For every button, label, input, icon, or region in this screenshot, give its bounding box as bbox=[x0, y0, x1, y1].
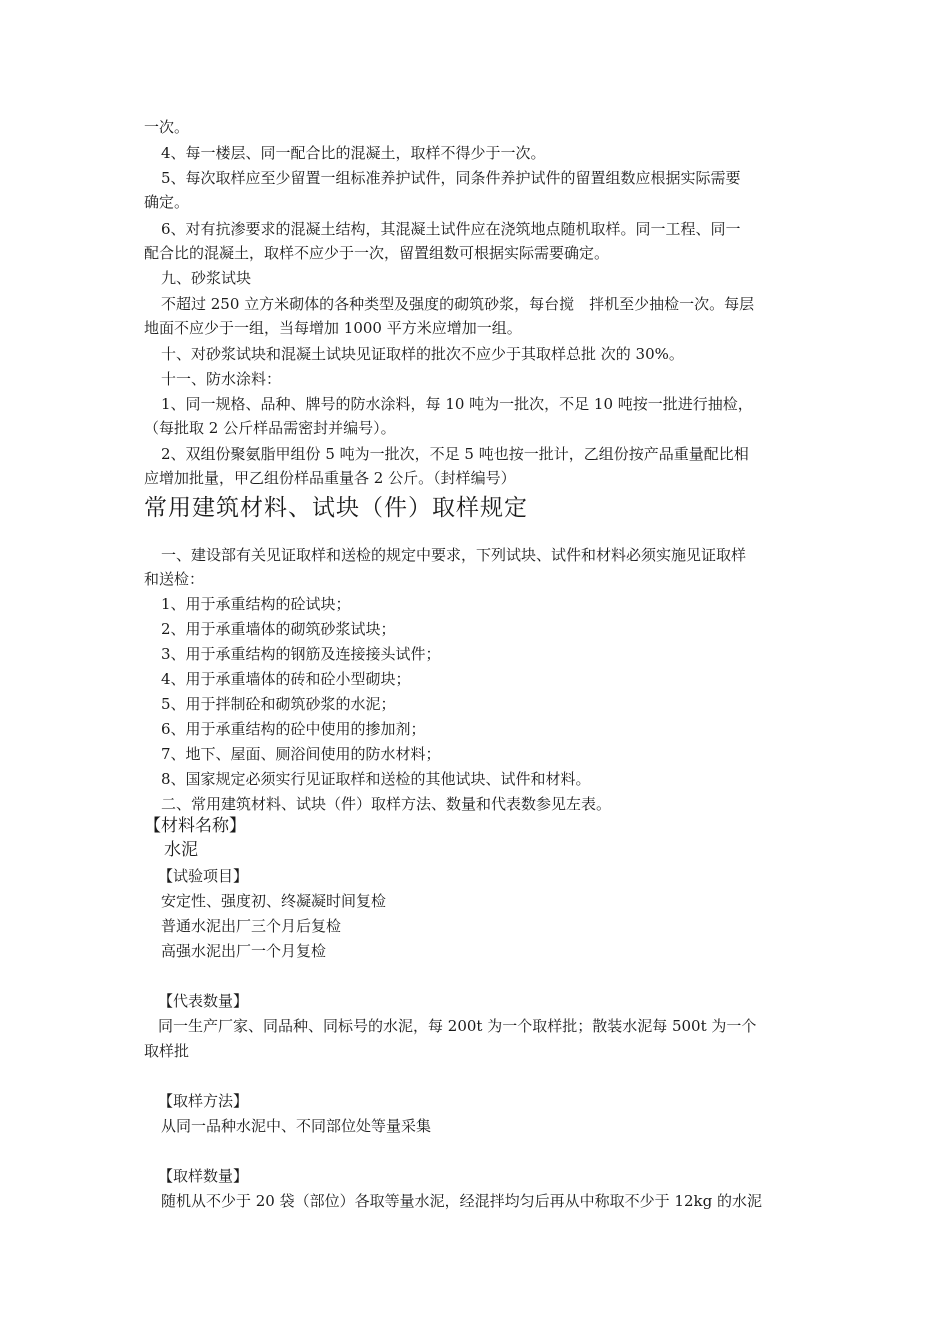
list-item: 3、用于承重结构的钢筋及连接接头试件； bbox=[161, 645, 441, 663]
text-line: 从同一品种水泥中、不同部位处等量采集 bbox=[161, 1117, 432, 1135]
text-line: 取样批 bbox=[144, 1042, 190, 1060]
test-item: 普通水泥出厂三个月后复检 bbox=[161, 917, 342, 935]
text-line: 配合比的混凝土，取样不应少于一次，留置组数可根据实际需要确定。 bbox=[144, 244, 610, 262]
test-item: 高强水泥出厂一个月复检 bbox=[161, 942, 327, 960]
text-line: 4、每一楼层、同一配合比的混凝土，取样不得少于一次。 bbox=[161, 144, 546, 162]
test-item: 安定性、强度初、终凝凝时间复检 bbox=[161, 892, 387, 910]
list-item: 8、国家规定必须实行见证取样和送检的其他试块、试件和材料。 bbox=[161, 770, 591, 788]
text-line: 不超过 250 立方米砌体的各种类型及强度的砌筑砂浆，每台搅 拌机至少抽检一次。每层 bbox=[161, 295, 755, 313]
list-item: 6、用于承重结构的砼中使用的掺加剂； bbox=[161, 720, 426, 738]
text-line: 6、对有抗渗要求的混凝土结构，其混凝土试件应在浇筑地点随机取样。同一工程、同一 bbox=[161, 220, 741, 238]
test-items-label: 【试验项目】 bbox=[158, 867, 249, 885]
material-name-value: 水泥 bbox=[164, 840, 198, 860]
text-line: 和送检： bbox=[144, 570, 205, 588]
text-line: 确定。 bbox=[144, 193, 190, 211]
text-line: 地面不应少于一组，当每增加 1000 平方米应增加一组。 bbox=[144, 319, 522, 337]
text-line: 应增加批量，甲乙组份样品重量各 2 公斤。（封样编号） bbox=[144, 469, 516, 487]
text-line: 随机从不少于 20 袋（部位）各取等量水泥，经混拌均匀后再从中称取不少于 12kg 的水泥 bbox=[161, 1192, 762, 1210]
material-name-label: 【材料名称】 bbox=[144, 816, 246, 836]
text-line: 2、双组份聚氨脂甲组份 5 吨为一批次，不足 5 吨也按一批计，乙组份按产品重量配比相 bbox=[161, 445, 749, 463]
text-line: 十、对砂浆试块和混凝土试块见证取样的批次不应少于其取样总批 次的 30%。 bbox=[161, 345, 684, 363]
text-line: （每批取 2 公斤样品需密封并编号）。 bbox=[144, 419, 396, 437]
text-line: 二、常用建筑材料、试块（件）取样方法、数量和代表数参见左表。 bbox=[161, 795, 612, 813]
method-label: 【取样方法】 bbox=[158, 1092, 249, 1110]
page-title: 常用建筑材料、试块（件）取样规定 bbox=[144, 495, 528, 521]
text-line: 一、建设部有关见证取样和送检的规定中要求，下列试块、试件和材料必须实施见证取样 bbox=[161, 546, 747, 564]
text-line: 5、每次取样应至少留置一组标准养护试件，同条件养护试件的留置组数应根据实际需要 bbox=[161, 169, 741, 187]
section-heading: 十一、防水涂料： bbox=[161, 370, 282, 388]
section-heading: 九、砂浆试块 bbox=[161, 269, 252, 287]
text-line: 同一生产厂家、同品种、同标号的水泥，每 200t 为一个取样批；散装水泥每 500t 为一个 bbox=[158, 1017, 757, 1035]
amount-label: 【取样数量】 bbox=[158, 1167, 249, 1185]
list-item: 7、地下、屋面、厕浴间使用的防水材料； bbox=[161, 745, 441, 763]
list-item: 1、用于承重结构的砼试块； bbox=[161, 595, 351, 613]
quantity-label: 【代表数量】 bbox=[158, 992, 249, 1010]
list-item: 5、用于拌制砼和砌筑砂浆的水泥； bbox=[161, 695, 396, 713]
text-line: 一次。 bbox=[144, 118, 190, 136]
list-item: 4、用于承重墙体的砖和砼小型砌块； bbox=[161, 670, 411, 688]
text-line: 1、同一规格、品种、牌号的防水涂料，每 10 吨为一批次，不足 10 吨按一批进行抽检， bbox=[161, 395, 753, 413]
list-item: 2、用于承重墙体的砌筑砂浆试块； bbox=[161, 620, 396, 638]
